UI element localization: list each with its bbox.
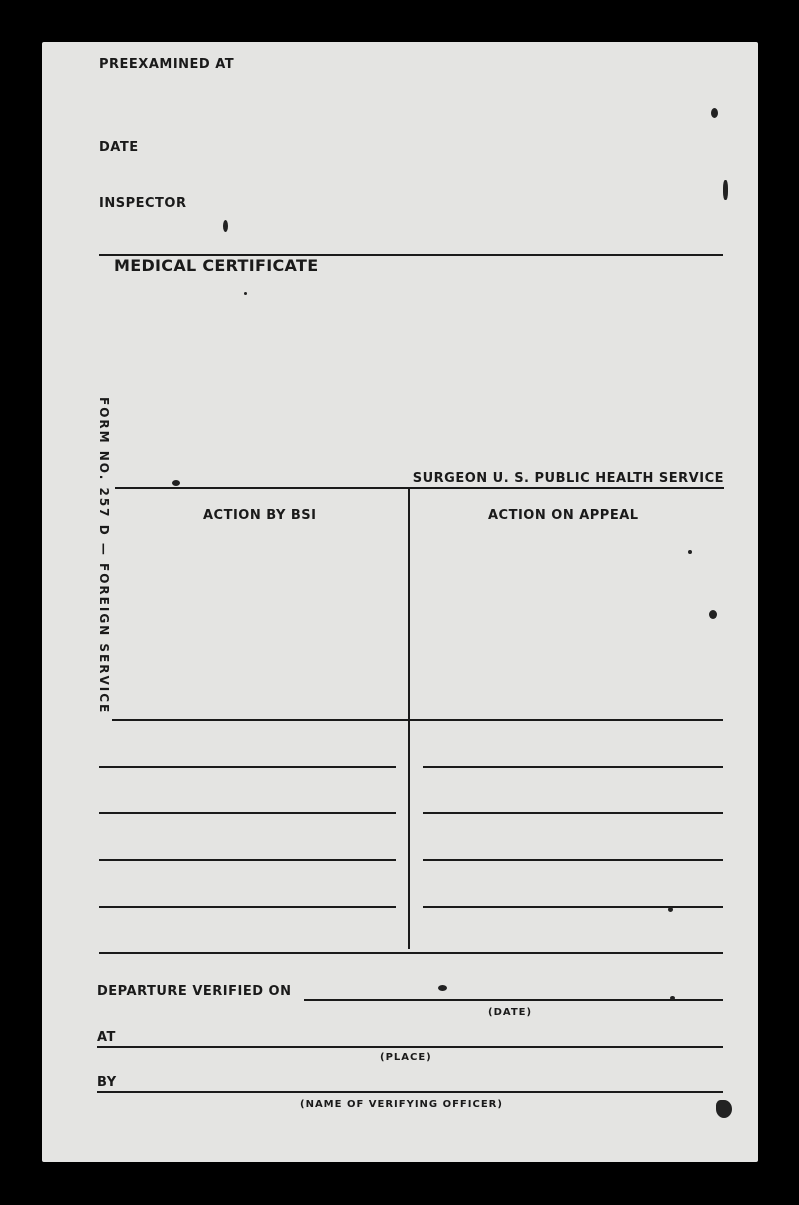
scan-speck bbox=[223, 220, 228, 232]
scan-speck bbox=[172, 480, 180, 486]
surgeon-line bbox=[115, 487, 724, 489]
scan-speck bbox=[438, 985, 447, 991]
form-number: FORM NO. 257 D — FOREIGN SERVICE bbox=[97, 397, 111, 715]
officer-caption: (NAME OF VERIFYING OFFICER) bbox=[300, 1099, 503, 1110]
action-line bbox=[99, 906, 396, 908]
officer-line bbox=[97, 1091, 723, 1093]
action-bsi-label: ACTION BY BSI bbox=[203, 508, 317, 523]
scan-speck bbox=[723, 180, 728, 200]
action-appeal-label: ACTION ON APPEAL bbox=[488, 508, 639, 523]
preexamined-label: PREEXAMINED AT bbox=[99, 57, 235, 72]
action-line bbox=[423, 766, 723, 768]
certificate-title: MEDICAL CERTIFICATE bbox=[114, 256, 319, 275]
date-caption: (DATE) bbox=[488, 1007, 533, 1018]
inspector-label: INSPECTOR bbox=[99, 196, 187, 211]
action-line bbox=[423, 906, 723, 908]
scan-speck bbox=[709, 610, 717, 619]
place-line bbox=[97, 1046, 723, 1048]
date-label: DATE bbox=[99, 140, 139, 155]
scan-speck bbox=[244, 292, 247, 295]
scan-speck bbox=[716, 1100, 732, 1118]
departure-date-line bbox=[304, 999, 723, 1001]
scan-speck bbox=[670, 996, 675, 1000]
action-line bbox=[99, 812, 396, 814]
medical-certificate-card bbox=[42, 42, 758, 1162]
scan-speck bbox=[711, 108, 718, 118]
at-label: AT bbox=[97, 1030, 116, 1045]
action-bottom-line bbox=[99, 952, 723, 954]
action-line bbox=[112, 719, 723, 721]
surgeon-label: SURGEON U. S. PUBLIC HEALTH SERVICE bbox=[412, 471, 724, 486]
action-line bbox=[99, 766, 396, 768]
scan-speck bbox=[668, 907, 673, 912]
by-label: BY bbox=[97, 1075, 117, 1090]
action-line bbox=[99, 859, 396, 861]
departure-label: DEPARTURE VERIFIED ON bbox=[97, 984, 292, 999]
place-caption: (PLACE) bbox=[380, 1052, 432, 1063]
action-line bbox=[423, 859, 723, 861]
action-line bbox=[423, 812, 723, 814]
scan-speck bbox=[688, 550, 692, 554]
